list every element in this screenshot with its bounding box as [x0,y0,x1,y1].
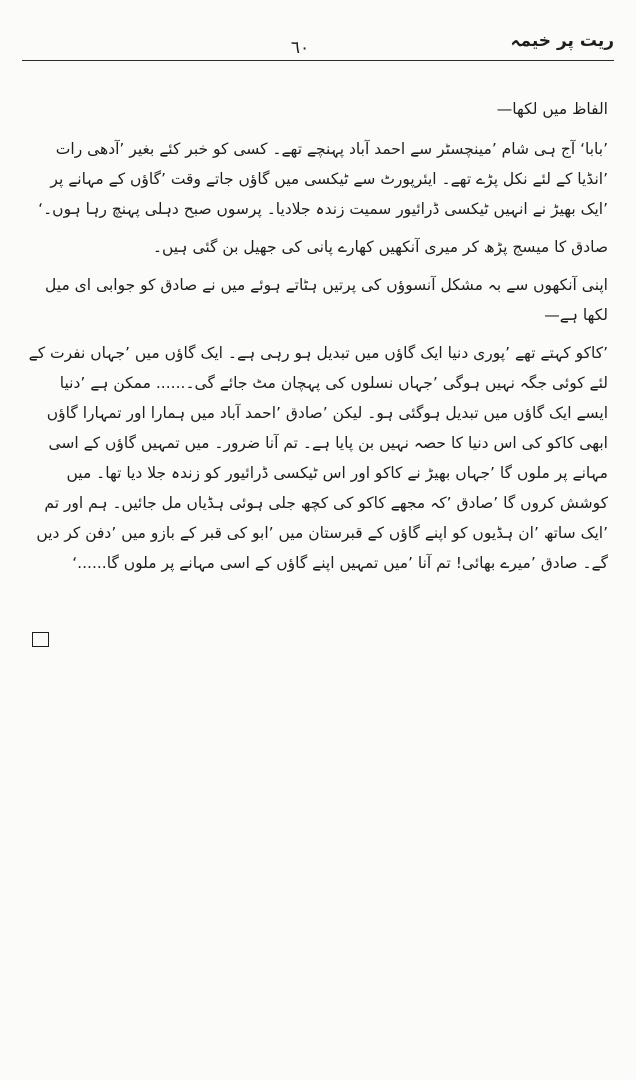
paragraph-reply-intro: اپنی آنکھوں سے بہ مشکل آنسوؤں کی پرتیں ہٹاتے ہوئے میں نے صادق کو جوابی ای میل لکھا ہے— [45,276,608,324]
paragraph-intro: الفاظ میں لکھا— [496,100,608,118]
paragraph-reaction: صادق کا میسج پڑھ کر میری آنکھیں کھارے پانی کی جھیل بن گئی ہیں۔ [152,238,608,256]
paragraph-reply: ’کاکو کہتے تھے ’پوری دنیا ایک گاؤں میں تبدیل ہو رہی ہے۔ ایک گاؤں میں ’جہاں نفرت کے لئے کوئی جگہ نہیں ہوگی ’جہاں نسلوں کی پہچان مٹ جائے گی۔...... ممکن ہے ’دنیا ایسے ایک گاؤں میں تبدیل ہوگئی ہو۔ لیکن ’صادق ’احمد آباد میں ہمارا اور تمہارا گاؤں ابھی کاکو کی اس دنیا کا حصہ نہیں بن پایا ہے۔ تم آنا ضرور۔ میں تمہیں گاؤں کے اسی مہانے پر ملوں گا ’جہاں بھیڑ نے کاکو اور اس ٹیکسی ڈرائیور کو زندہ جلا دیا تھا۔ میں کوشش کروں گا ’صادق ’کہ مجھے کاکو کی کچھ جلی ہوئی ہڈیاں مل جائیں۔ ہم اور تم ’ایک ساتھ ’ان ہڈیوں کو اپنے گاؤں کے قبرستان میں ’ابو کی قبر کے بازو میں ’دفن کر دیں گے۔ صادق ’میرے بھائی! تم آنا ’میں تمہیں اپنے گاؤں کے اسی مہانے پر ملوں گا......‘ [28,344,608,572]
header-rule [22,60,614,61]
book-title: ریت پر خیمہ [510,31,614,51]
paragraph-message: ’بابا‘ آج ہی شام ’مینچسٹر سے احمد آباد پہنچے تھے۔ کسی کو خبر کئے بغیر ’آدھی رات ’انڈیا کے لئے نکل پڑے تھے۔ ایئرپورٹ سے ٹیکسی میں گاؤں جاتے وقت ’گاؤں کے مہانے پر ’ایک بھیڑ نے انہیں ٹیکسی ڈرائیور سمیت زندہ جلادیا۔ پرسوں صبح دہلی پہنچ رہا ہوں۔‘ [38,140,608,218]
body-text [26,94,608,586]
page-number: ٦٠ [290,38,310,58]
end-mark-box [32,632,49,647]
